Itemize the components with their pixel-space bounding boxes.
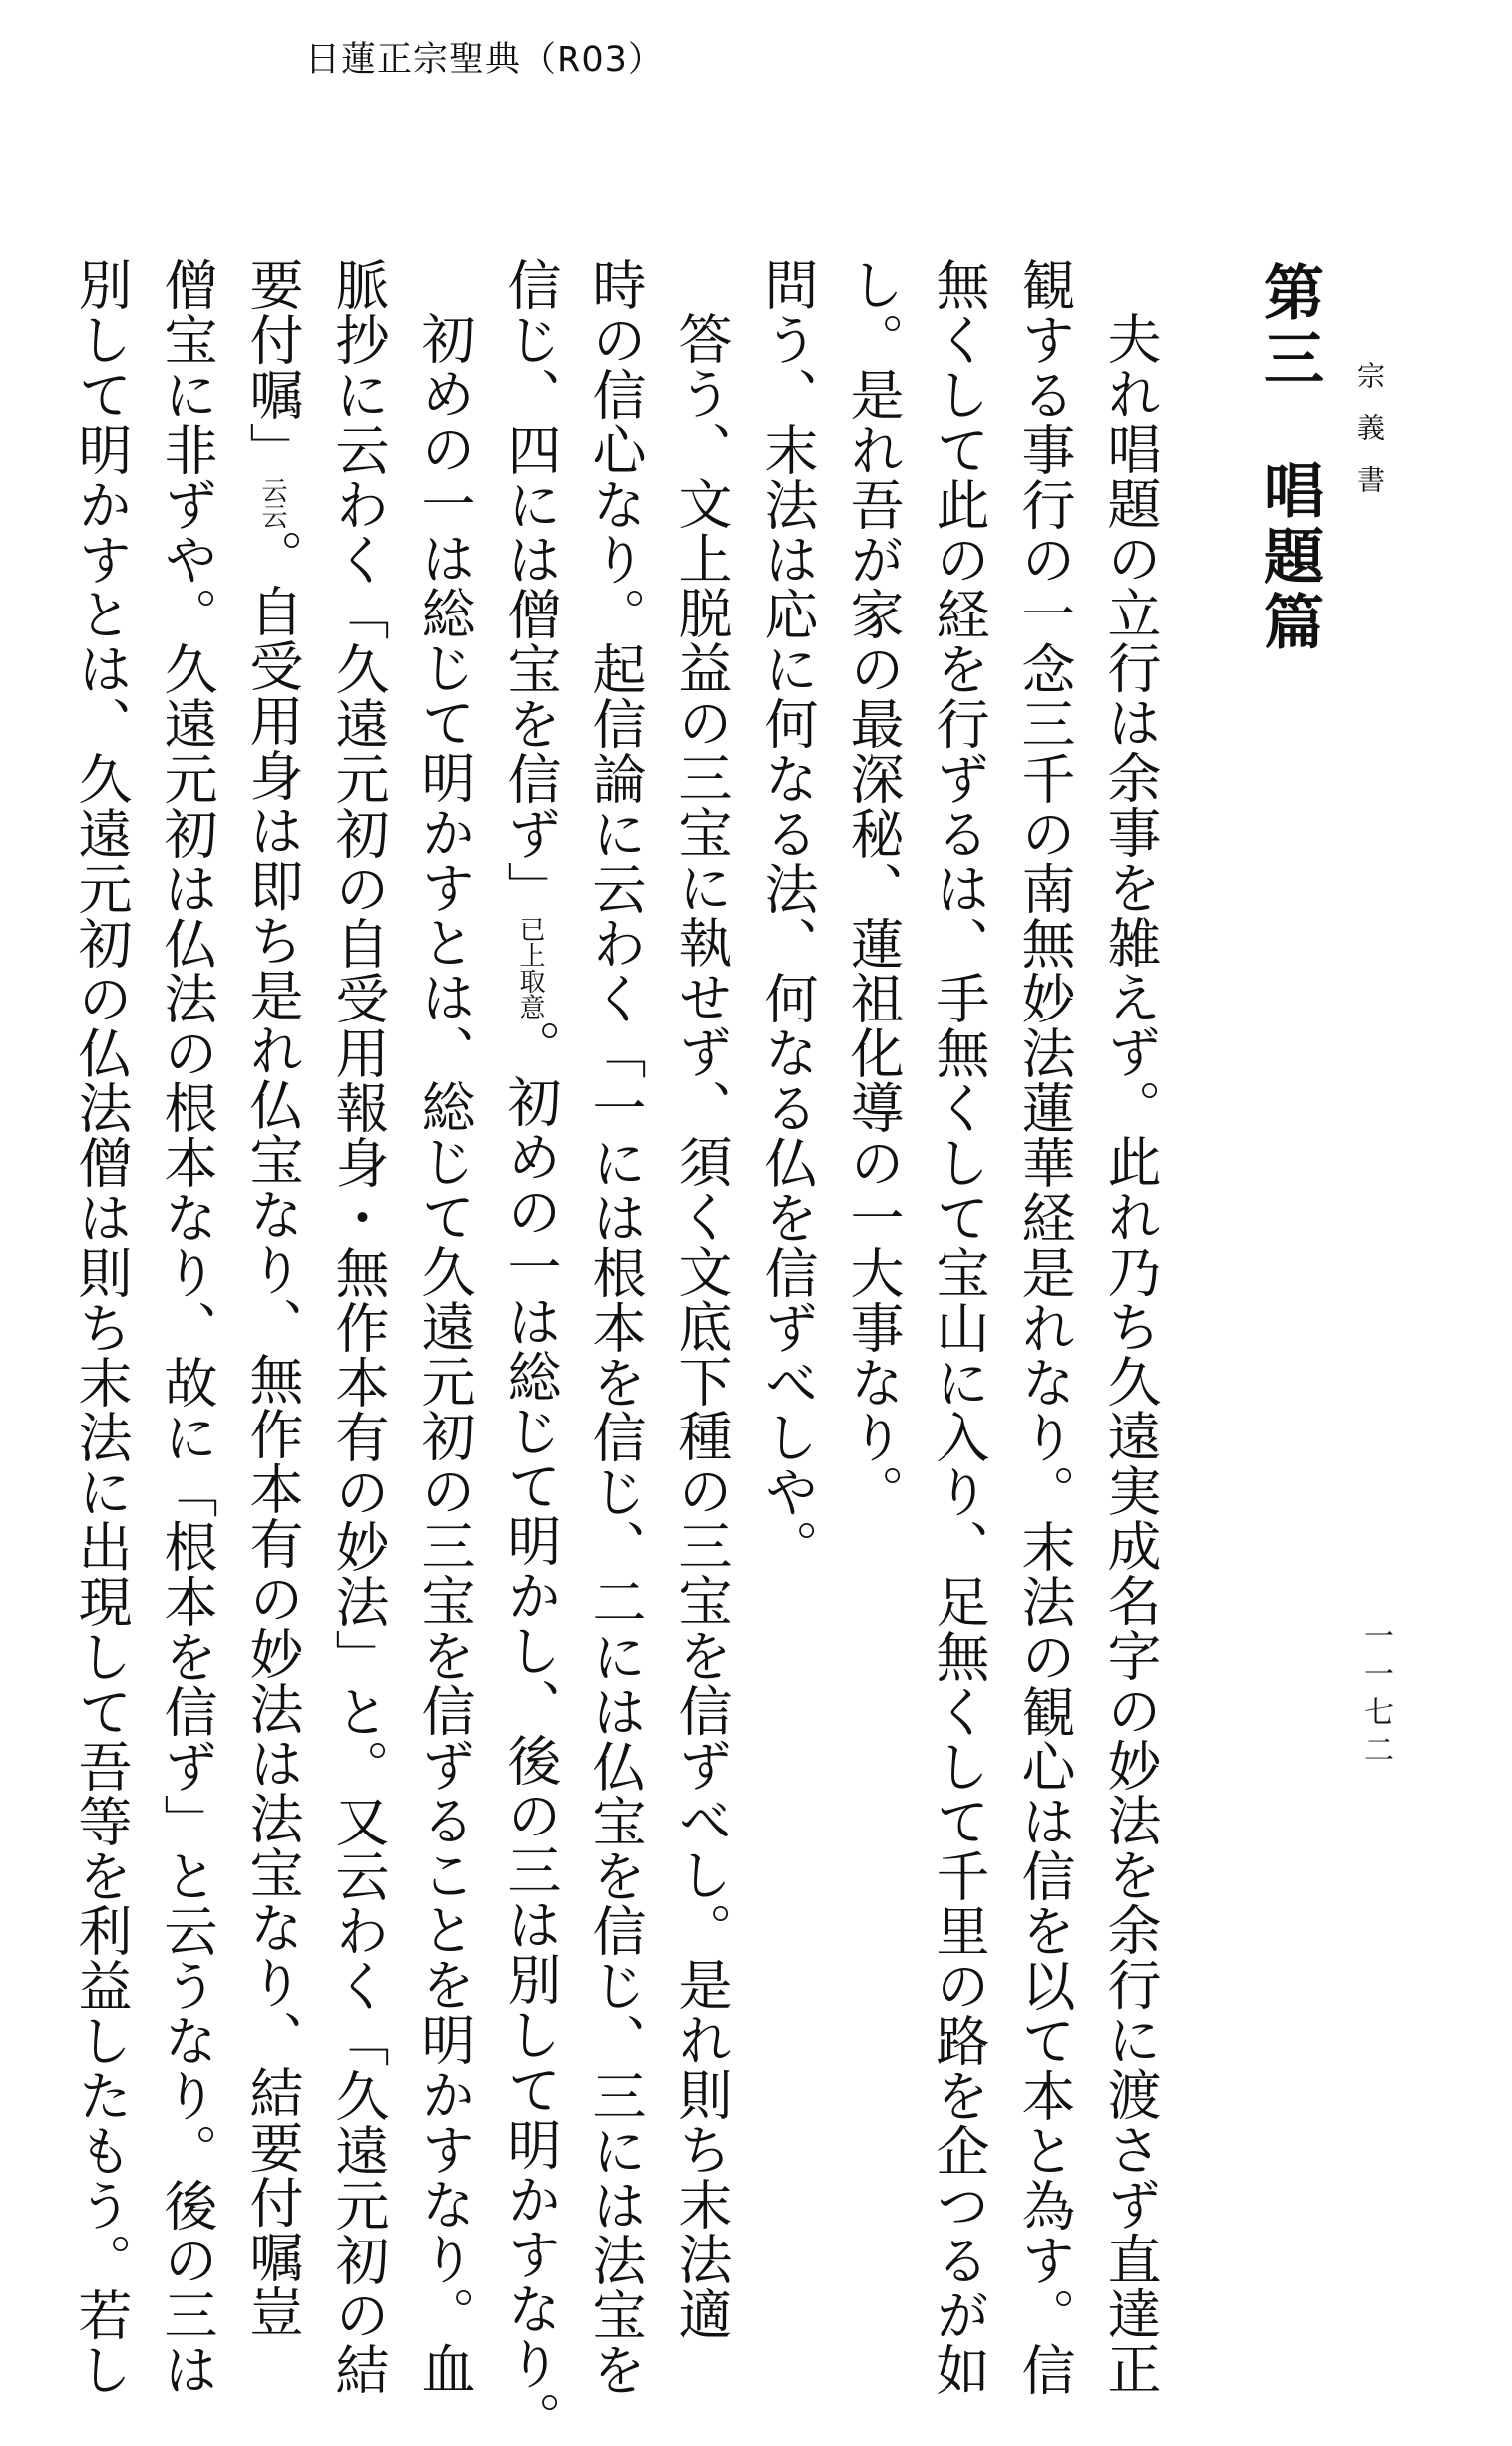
- text-line: 無くして此の経を行ずるは、手無くして宝山に入り、足無くして千里の路を企つるが如: [928, 257, 990, 2397]
- text-line: 初めの一は総じて明かすとは、総じて久遠元初の三宝を信ずることを明かすなり。血: [413, 311, 476, 2396]
- text-line: 僧宝に非ずや。久遠元初は仏法の根本なり、故に「根本を信ず」と云うなり。後の三は: [156, 257, 218, 2397]
- text-line: 観する事行の一念三千の南無妙法蓮華経是れなり。末法の観心は信を以て本と為す。信: [1013, 257, 1076, 2397]
- text-line: 別して明かすとは、久遠元初の仏法僧は則ち末法に出現して吾等を利益したもう。若し: [70, 257, 133, 2397]
- text-line-tail: 。自受用身は即ち是れ仏宝なり、無作本有の妙法は法宝なり、結要付嘱豈: [241, 529, 304, 2339]
- text-line: [487, 257, 572, 2446]
- text-line: 脈抄に云わく「久遠元初の自受用報身・無作本有の妙法」と。又云わく「久遠元初の結: [327, 257, 390, 2397]
- citation-note: 云云: [257, 477, 287, 529]
- body-text: [58, 257, 1173, 2446]
- text-line-tail: 。初めの一は総じて明かし、後の三は別して明かすなり。: [499, 1019, 562, 2446]
- book-title: 日蓮正宗聖典（R03）: [305, 40, 664, 80]
- section-title: 第三 唱題篇: [1254, 261, 1323, 656]
- citation-note: 已上取意: [515, 916, 545, 1019]
- text-line-head: 信じ、四には僧宝を信ず」: [499, 257, 562, 916]
- text-line: 時の信心なり。起信論に云わく「一には根本を信じ、二には仏宝を信じ、三には法宝を: [584, 257, 647, 2397]
- text-line: 答う、文上脱益の三宝に執せず、須く文底下種の三宝を信ずべし。是れ則ち末法適: [670, 311, 733, 2341]
- text-line: し。是れ吾が家の最深秘、蓮祖化導の一大事なり。: [842, 257, 905, 1519]
- text-line: [229, 257, 315, 2339]
- text-line: 問う、末法は応に何なる法、何なる仏を信ずべしや。: [756, 257, 819, 1574]
- running-head: 宗義書: [1353, 361, 1386, 517]
- text-line: 夫れ唱題の立行は余事を雑えず。此れ乃ち久遠実成名字の妙法を余行に渡さず直達正: [1099, 311, 1162, 2396]
- page-number: 一一七二: [1358, 1620, 1393, 1772]
- text-line-head: 要付嘱」: [241, 257, 304, 477]
